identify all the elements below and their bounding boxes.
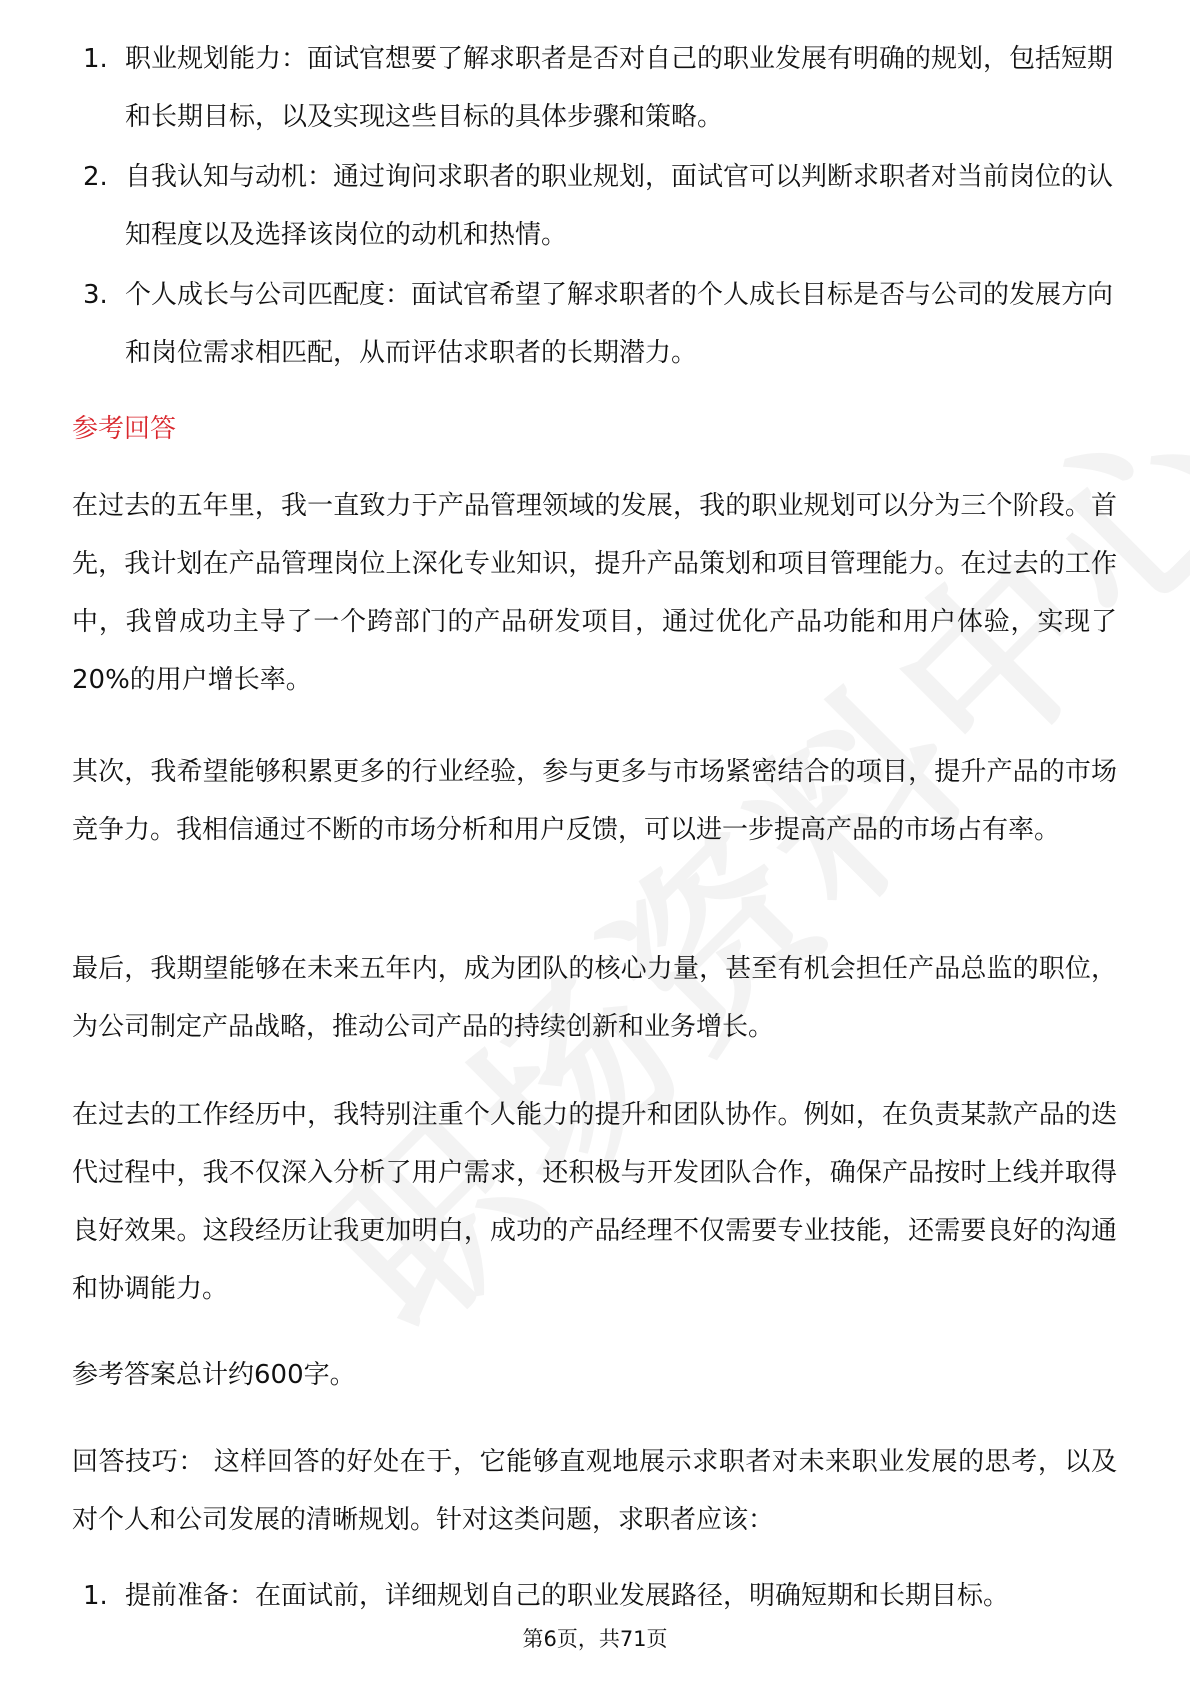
list-item-text: 提前准备：在面试前，详细规划自己的职业发展路径，明确短期和长期目标。 bbox=[125, 1581, 1010, 1611]
paragraph: 其次，我希望能够积累更多的行业经验，参与更多与市场紧密结合的项目，提升产品的市场竞争力。我相信通过不断的市场分析和用户反馈，可以进一步提高产品的市场占有率。 bbox=[72, 757, 1117, 845]
paragraph: 在过去的五年里，我一直致力于产品管理领域的发展，我的职业规划可以分为三个阶段。首先，我计划在产品管理岗位上深化专业知识，提升产品策划和项目管理能力。在过去的工作中，我曾成功主导了一个跨部门的产品研发项目，通过优化产品功能和用户体验，实现了20%的用户增长率。 bbox=[72, 491, 1117, 695]
list-item-number: 1. bbox=[83, 1581, 108, 1611]
paragraph: 在过去的工作经历中，我特别注重个人能力的提升和团队协作。例如，在负责某款产品的迭代过程中，我不仅深入分析了用户需求，还积极与开发团队合作，确保产品按时上线并取得良好效果。这段经历让我更加明白，成功的产品经理不仅需要专业技能，还需要良好的沟通和协调能力。 bbox=[72, 1100, 1117, 1304]
list-item-text: 自我认知与动机：通过询问求职者的职业规划，面试官可以判断求职者对当前岗位的认知程度以及选择该岗位的动机和热情。 bbox=[125, 162, 1114, 250]
list-item-number: 2. bbox=[83, 162, 108, 192]
paragraph: 参考答案总计约600字。 bbox=[72, 1360, 356, 1390]
list-item-number: 1. bbox=[83, 44, 108, 74]
section-heading: 参考回答 bbox=[72, 414, 177, 444]
list-item-text: 个人成长与公司匹配度：面试官希望了解求职者的个人成长目标是否与公司的发展方向和岗位需求相匹配，从而评估求职者的长期潜力。 bbox=[125, 280, 1114, 368]
page-number-footer: 第6页，共71页 bbox=[522, 1627, 668, 1651]
list-item-text: 职业规划能力：面试官想要了解求职者是否对自己的职业发展有明确的规划，包括短期和长期目标，以及实现这些目标的具体步骤和策略。 bbox=[125, 44, 1114, 132]
paragraph: 最后，我期望能够在未来五年内，成为团队的核心力量，甚至有机会担任产品总监的职位，为公司制定产品战略，推动公司产品的持续创新和业务增长。 bbox=[72, 954, 1117, 1042]
paragraph: 回答技巧： 这样回答的好处在于，它能够直观地展示求职者对未来职业发展的思考，以及对个人和公司发展的清晰规划。针对这类问题，求职者应该： bbox=[72, 1447, 1117, 1535]
list-item-number: 3. bbox=[83, 280, 108, 310]
